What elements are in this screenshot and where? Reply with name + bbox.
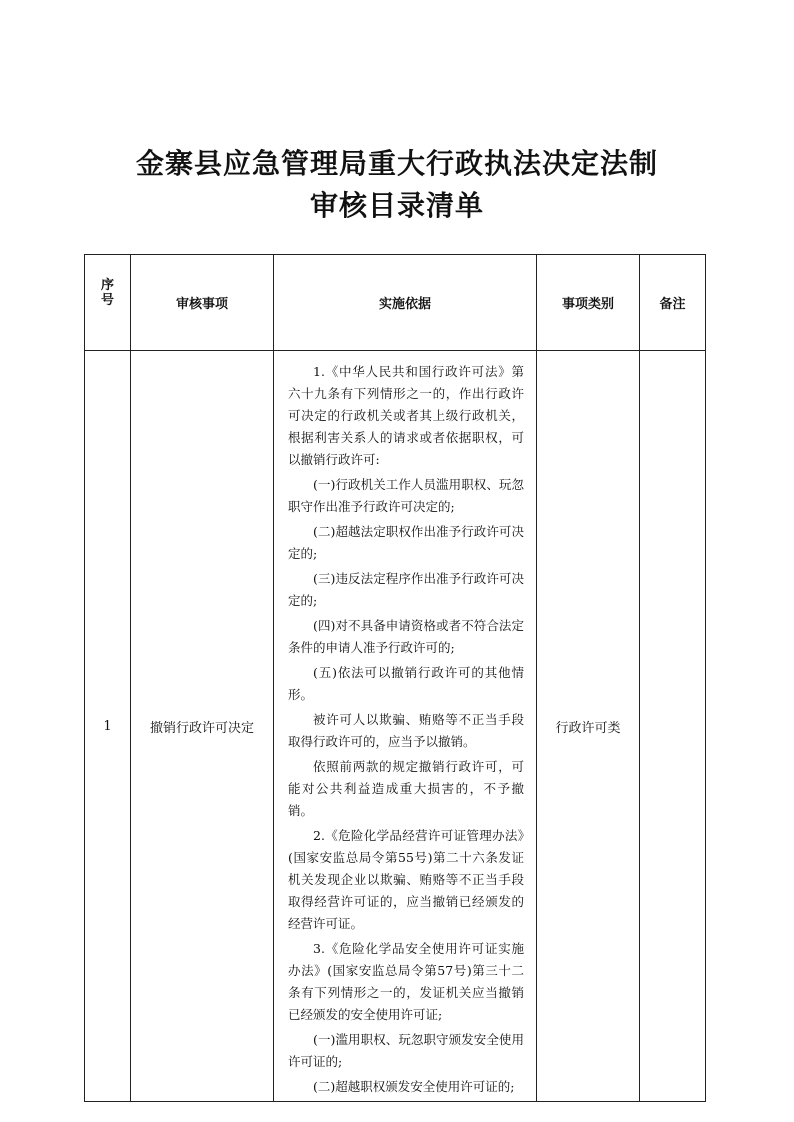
table-header-row — [85, 255, 706, 351]
review-catalog-table — [84, 254, 706, 1102]
basis-paragraph: 3.《危险化学品安全使用许可证实施办法》(国家安监总局令第57号)第三十二条有下列情形之一的，发证机关应当撤销已经颁发的安全使用许可证; — [288, 941, 524, 1022]
basis-paragraph: (二)超越法定职权作出准予行政许可决定的; — [288, 524, 524, 561]
cell-seq: 1 — [85, 351, 131, 1102]
basis-paragraph: (五)依法可以撤销行政许可的其他情形。 — [288, 665, 524, 702]
cell-item: 撤销行政许可决定 — [131, 351, 274, 1102]
header-remark: 备注 — [640, 255, 706, 351]
basis-paragraph: 2.《危险化学品经营许可证管理办法》(国家安监总局令第55号)第二十六条发证机关发现企业以欺骗、贿赂等不正当手段取得经营许可证的，应当撤销已经颁发的经营许可证。 — [288, 828, 524, 931]
header-seq-label: 序号 — [100, 277, 114, 308]
cell-category: 行政许可类 — [537, 351, 640, 1102]
table-row — [85, 351, 706, 1102]
basis-paragraph: 被许可人以欺骗、贿赂等不正当手段取得行政许可的，应当予以撤销。 — [288, 712, 524, 749]
header-category: 事项类别 — [537, 255, 640, 351]
basis-paragraph: (一)滥用职权、玩忽职守颁发安全使用许可证的; — [288, 1032, 524, 1069]
page-title-line-1: 金寨县应急管理局重大行政执法决定法制 — [135, 147, 658, 180]
basis-paragraph: (四)对不具备申请资格或者不符合法定条件的申请人准予行政许可的; — [288, 618, 524, 655]
header-item: 审核事项 — [131, 255, 274, 351]
basis-paragraph: (三)违反法定程序作出准予行政许可决定的; — [288, 571, 524, 608]
header-seq — [85, 255, 131, 351]
header-basis: 实施依据 — [274, 255, 537, 351]
basis-paragraph: 依照前两款的规定撤销行政许可，可能对公共利益造成重大损害的，不予撤销。 — [288, 759, 524, 818]
page-title-line-2: 审核目录清单 — [309, 189, 484, 222]
cell-basis — [274, 351, 537, 1102]
basis-paragraph: (二)超越职权颁发安全使用许可证的; — [313, 1079, 515, 1094]
cell-remark — [640, 351, 706, 1102]
basis-paragraph: 1.《中华人民共和国行政许可法》第六十九条有下列情形之一的，作出行政许可决定的行政机关或者其上级行政机关，根据利害关系人的请求或者依据职权，可以撤销行政许可: — [288, 364, 524, 467]
basis-paragraph: (一)行政机关工作人员滥用职权、玩忽职守作出准予行政许可决定的; — [288, 477, 524, 514]
